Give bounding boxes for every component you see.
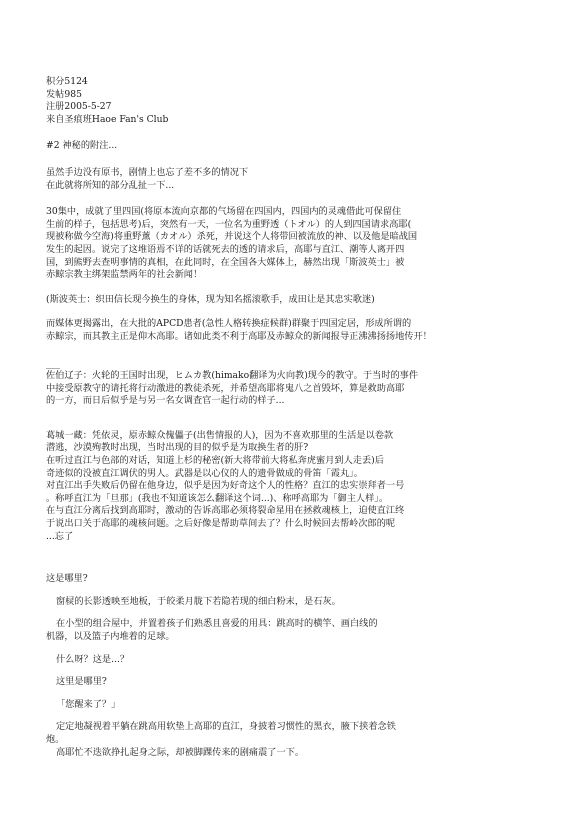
text-line: 葛城一藏：凭依灵，原赤鲸众傀儡子(出售情报的人)，因为不喜欢那里的生活是以卷款 [46, 429, 394, 441]
post-title: #2 神秘的附注... [46, 140, 118, 152]
story-line: 什么呀？这是...？ [56, 653, 130, 665]
story-line: 高耶忙不迭欲挣扎起身之际，却被脚踝传来的剧痛震了一下。 [56, 746, 305, 758]
text-line: 在此就将所知的部分乱扯一下... [46, 179, 175, 191]
divider: ___ [46, 357, 60, 369]
text-line: 虽然手边没有原书，剧情上也忘了差不多的情况下 [46, 166, 249, 178]
from-club-link[interactable]: 来自圣痕班Haoe Fan's Club [46, 113, 169, 125]
text-line: 奇迹似的没被直江调伏的男人。武器是以心仪的人的遗骨做成的骨笛「霞丸」。 [46, 467, 363, 479]
intro-paragraph [46, 167, 546, 192]
text-line: 30集中，成就了里四国(将原本流向京都的气场留在四国内，四国内的灵魂借此可保留住 [46, 206, 402, 218]
text-line: 于说出口关于高耶的魂核问题。之后好像是帮助草间去了？什么时候回去帮岭次郎的呢 [46, 518, 396, 530]
text-line: 赤鲸宗，而其教主正是仰木高耶。诸如此类不利于高耶及赤鲸众的新闻报导正沸沸扬扬地传开！ [46, 330, 432, 342]
text-line: 而媒体更揭露出，在大批的APCD患者(急性人格转换症候群)群聚于四国定居，形成所谓的 [46, 318, 412, 330]
text-line: 中接受原教守的请托将行动激进的教徒杀死，并希望高耶将鬼八之首毁坏，算是救助高耶 [46, 382, 405, 394]
story-line: 在小型的组合屋中，并置着孩子们熟悉且喜爱的用具：跳高时的横竿、画白线的 [56, 618, 378, 630]
sakuma-paragraph [46, 370, 546, 408]
post-meta [46, 76, 546, 126]
text-line: 发生的起因。说完了这堆语焉不详的话就死去的透的请求后，高耶与直江、潮等人离开四 [46, 243, 405, 255]
volume-30-paragraph [46, 206, 546, 282]
text-line: ...忘了 [46, 530, 74, 542]
story-line: 炮。 [46, 733, 65, 745]
text-line: 国，到熊野去查明事情的真相，在此同时，在全国各大媒体上，赫然出现「斯波英士」被 [46, 256, 405, 268]
text-line: 佐伯辽子：火轮的王国时出现，ヒムカ教(himako翻译为火向教)现今的教守。于当时的事件 [46, 370, 419, 382]
text-line: 在听过直江与色部的对话，知道上杉的秘密(新大将带前大将私奔虎蜜月到人走丢)后 [46, 455, 384, 467]
registration-date: 注册2005-5-27 [46, 101, 112, 113]
forum-post [46, 76, 546, 759]
text-line: 生前的样子，包括思考)后，突然有一天，一位名为重野透（トオル）的人到四国请求高耶( [46, 218, 412, 230]
media-paragraph [46, 318, 546, 343]
points-count: 积分5124 [46, 76, 88, 87]
story-line: 「您醒来了？」 [56, 698, 121, 710]
text-line: 。称呼直江为「旦那」(我也不知道该怎么翻译这个词...)、称呼高耶为「御主人样」。 [46, 492, 389, 504]
posts-count: 发帖985 [46, 88, 82, 100]
story-line: 窗棂的长影透映至地板，于皎柔月胧下若隐若现的细白粉末，是石灰。 [56, 595, 341, 607]
text-line: 赤鲸宗教主绑架监禁两年的社会新闻！ [46, 269, 203, 281]
kazuraki-paragraph [46, 430, 546, 543]
shiba-note: (斯波英士：织田信长现今换生的身体，现为知名摇滚歌手，成田让是其忠实歌迷) [46, 293, 375, 305]
story-line: 机器，以及篮子内堆着的足球。 [46, 631, 175, 642]
text-line: 潜逃，沙漠殉教时出现，当时出现的目的似乎是为取换生者的肝? [46, 442, 309, 454]
text-line: 对直江出手失败后仍留在他身边，似乎是因为好奇这个人的性格？直江的忠实崇拜者一号 [46, 480, 405, 492]
story-line: 这里是哪里? [56, 676, 107, 688]
story-line: 定定地凝视着平躺在跳高用软垫上高耶的直江，身披着习惯性的黑衣，腋下挟着念铁 [56, 721, 396, 733]
story-excerpt [46, 573, 546, 759]
text-line: 的一方，而日后似乎是与另一名女调査官一起行动的样子... [46, 395, 285, 407]
text-line: 在与直江分离后找到高耶时，激动的告诉高耶必须将裂命星用在拯救魂核上，迫使直江终 [46, 505, 405, 517]
text-line: 现被称做今空海)将重野薰（カオル）杀死，并说这个人将带回被流放的神、以及他是暗战国 [46, 231, 418, 243]
story-line: 这是哪里? [46, 573, 88, 585]
